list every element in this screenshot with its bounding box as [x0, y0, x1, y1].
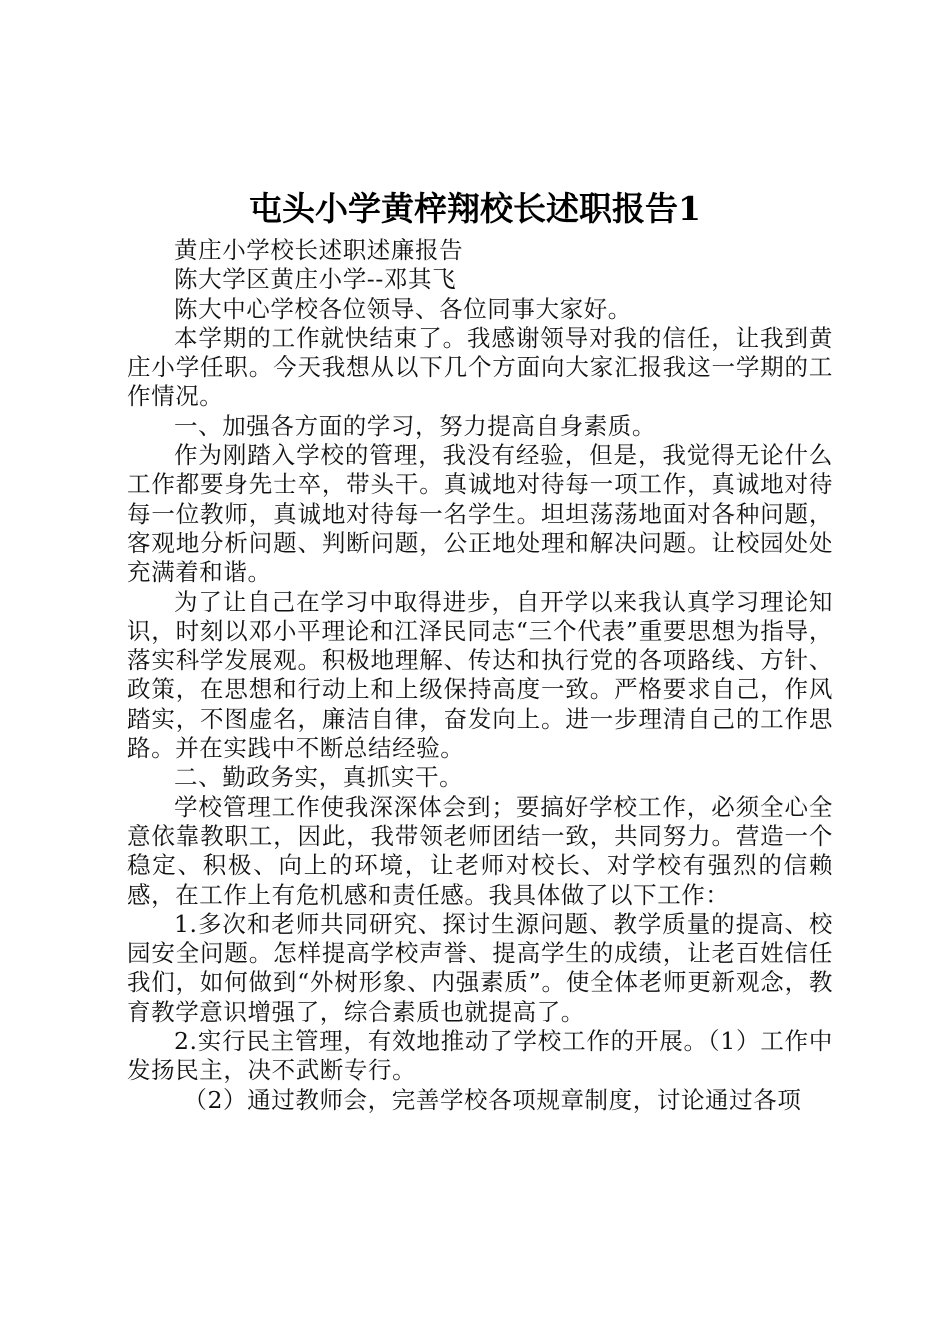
paragraph-report-subtitle: 黄庄小学校长述职述廉报告: [174, 236, 464, 264]
paragraph-greeting: 陈大中心学校各位领导、各位同事大家好。: [174, 294, 632, 323]
list-item-2: 2.实行民主管理，有效地推动了学校工作的开展。（1）工作中发扬民主，决不武断专行。: [127, 1027, 833, 1085]
document-body: [127, 236, 833, 1115]
paragraph-author-line: 陈大学区黄庄小学--邓其飞: [174, 265, 457, 294]
paragraph-theory-study: 为了让自己在学习中取得进步，自开学以来我认真学习理论知识，时刻以邓小平理论和江泽民同志“三个代表”重要思想为指导，落实科学发展观。积极地理解、传达和执行党的各项路线、方针、政策，在思想和行动上和上级保持高度一致。严格要求自己，作风踏实，不图虚名，廉洁自律，奋发向上。进一步理清自己的工作思路。并在实践中不断总结经验。: [127, 587, 833, 763]
paragraph-management-attitude: 作为刚踏入学校的管理，我没有经验，但是，我觉得无论什么工作都要身先士卒，带头干。真诚地对待每一项工作，真诚地对待每一位教师，真诚地对待每一名学生。坦坦荡荡地面对各种问题，客观地分析问题、判断问题，公正地处理和解决问题。让校园处处充满着和谐。: [127, 441, 833, 587]
list-item-2-sub: （2）通过教师会，完善学校各项规章制度，讨论通过各项: [183, 1085, 802, 1114]
section-heading-study: 一、加强各方面的学习，努力提高自身素质。: [174, 411, 656, 440]
paragraph-introduction: 本学期的工作就快结束了。我感谢领导对我的信任，让我到黄庄小学任职。今天我想从以下几个方面向大家汇报我这一学期的工作情况。: [127, 323, 833, 411]
list-item-1: 1.多次和老师共同研究、探讨生源问题、教学质量的提高、校园安全问题。怎样提高学校声誉、提高学生的成绩，让老百姓信任我们，如何做到“外树形象、内强素质”。使全体老师更新观念，教育教学意识增强了，综合素质也就提高了。: [127, 909, 833, 1026]
section-heading-diligence: 二、勤政务实，真抓实干。: [174, 763, 464, 792]
document-title: 屯头小学黄梓翔校长述职报告1: [249, 189, 701, 228]
paragraph-school-management: 学校管理工作使我深深体会到；要搞好学校工作，必须全心全意依靠教职工，因此，我带领老师团结一致，共同努力。营造一个稳定、积极、向上的环境，让老师对校长、对学校有强烈的信赖感，在工作上有危机感和责任感。我具体做了以下工作：: [127, 792, 833, 909]
